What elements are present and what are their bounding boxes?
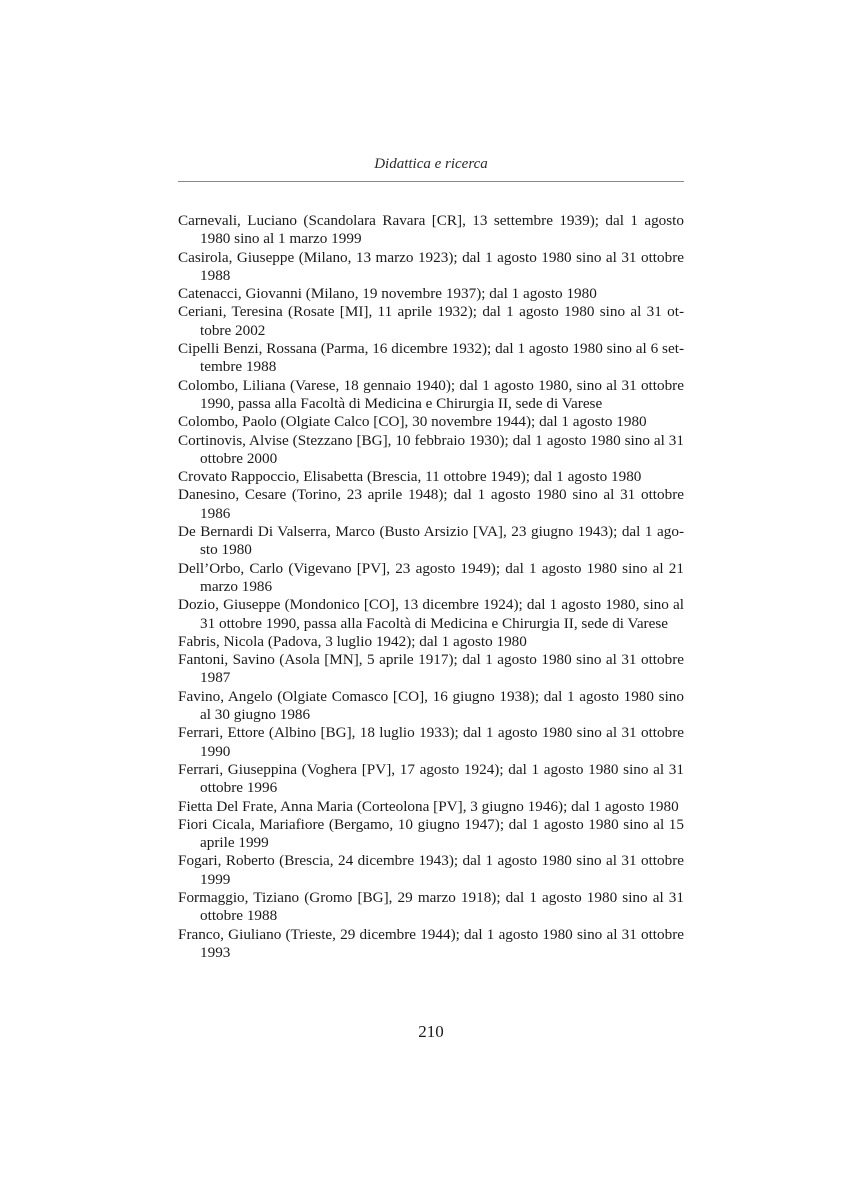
list-item: Franco, Giuliano (Trieste, 29 dicembre 1944); dal 1 agosto 1980 sino al 31 ottobre 1993: [178, 925, 684, 961]
header-divider: [178, 181, 684, 182]
list-item: Formaggio, Tiziano (Gromo [BG], 29 marzo 1918); dal 1 agosto 1980 sino al 31 ottobre 1988: [178, 888, 684, 925]
list-item: Colombo, Paolo (Olgiate Calco [CO], 30 novembre 1944); dal 1 agosto 1980: [178, 413, 647, 431]
list-item: Crovato Rappoccio, Elisabetta (Brescia, 11 ottobre 1949); dal 1 agosto 1980: [178, 468, 642, 486]
list-item: Favino, Angelo (Olgiate Comasco [CO], 16 giugno 1938); dal 1 agosto 1980 sino al 30 giugno 1986: [178, 687, 684, 724]
list-item: Catenacci, Giovanni (Milano, 19 novembre 1937); dal 1 agosto 1980: [178, 285, 597, 303]
running-header-title: Didattica e ricerca: [374, 156, 488, 172]
list-item: Fietta Del Frate, Anna Maria (Corteolona [PV], 3 giugno 1946); dal 1 agosto 1980: [178, 797, 679, 815]
list-item: Ferrari, Ettore (Albino [BG], 18 luglio 1933); dal 1 agosto 1980 sino al 31 ottobre 1990: [178, 724, 684, 760]
list-item: Danesino, Cesare (Torino, 23 aprile 1948); dal 1 agosto 1980 sino al 31 ottobre 1986: [178, 486, 684, 522]
list-item: Fogari, Roberto (Brescia, 24 dicembre 1943); dal 1 agosto 1980 sino al 31 ottobre 1999: [178, 852, 684, 888]
list-item: Dozio, Giuseppe (Mondonico [CO], 13 dicembre 1924); dal 1 agosto 1980, sino al 31 ottobre 1990, passa alla Facoltà di Medicina e Chirurgia II, sede di Varese: [178, 596, 684, 632]
page-number: 210: [418, 1022, 444, 1041]
list-item: Carnevali, Luciano (Scandolara Ravara [CR], 13 settembre 1939); dal 1 agosto 1980 sino al 1 marzo 1999: [178, 212, 684, 248]
list-item: Fabris, Nicola (Padova, 3 luglio 1942); dal 1 agosto 1980: [178, 632, 527, 650]
list-item: Cipelli Benzi, Rossana (Parma, 16 dicembre 1932); dal 1 agosto 1980 sino al 6 settembre 1988: [178, 340, 684, 376]
list-item: Fiori Cicala, Mariafiore (Bergamo, 10 giugno 1947); dal 1 agosto 1980 sino al 15 aprile 1999: [178, 815, 684, 852]
list-item: Fantoni, Savino (Asola [MN], 5 aprile 1917); dal 1 agosto 1980 sino al 31 ottobre 1987: [178, 651, 684, 687]
list-item: Casirola, Giuseppe (Milano, 13 marzo 1923); dal 1 agosto 1980 sino al 31 ottobre 1988: [178, 248, 684, 284]
list-item: Dell’Orbo, Carlo (Vigevano [PV], 23 agosto 1949); dal 1 agosto 1980 sino al 21 marzo 1986: [178, 559, 684, 595]
list-item: Ferrari, Giuseppina (Voghera [PV], 17 agosto 1924); dal 1 agosto 1980 sino al 31 ottobre 1996: [178, 760, 684, 797]
staff-entry-list: [178, 212, 684, 962]
list-item: De Bernardi Di Valserra, Marco (Busto Arsizio [VA], 23 giugno 1943); dal 1 agosto 1980: [178, 523, 684, 559]
list-item: Cortinovis, Alvise (Stezzano [BG], 10 febbraio 1930); dal 1 agosto 1980 sino al 31 ottobre 2000: [178, 431, 684, 467]
list-item: Colombo, Liliana (Varese, 18 gennaio 1940); dal 1 agosto 1980, sino al 31 ottobre 1990, passa alla Facoltà di Medicina e Chirurgia II, sede di Varese: [178, 376, 684, 412]
list-item: Ceriani, Teresina (Rosate [MI], 11 aprile 1932); dal 1 agosto 1980 sino al 31 ottobre 2002: [178, 303, 684, 339]
